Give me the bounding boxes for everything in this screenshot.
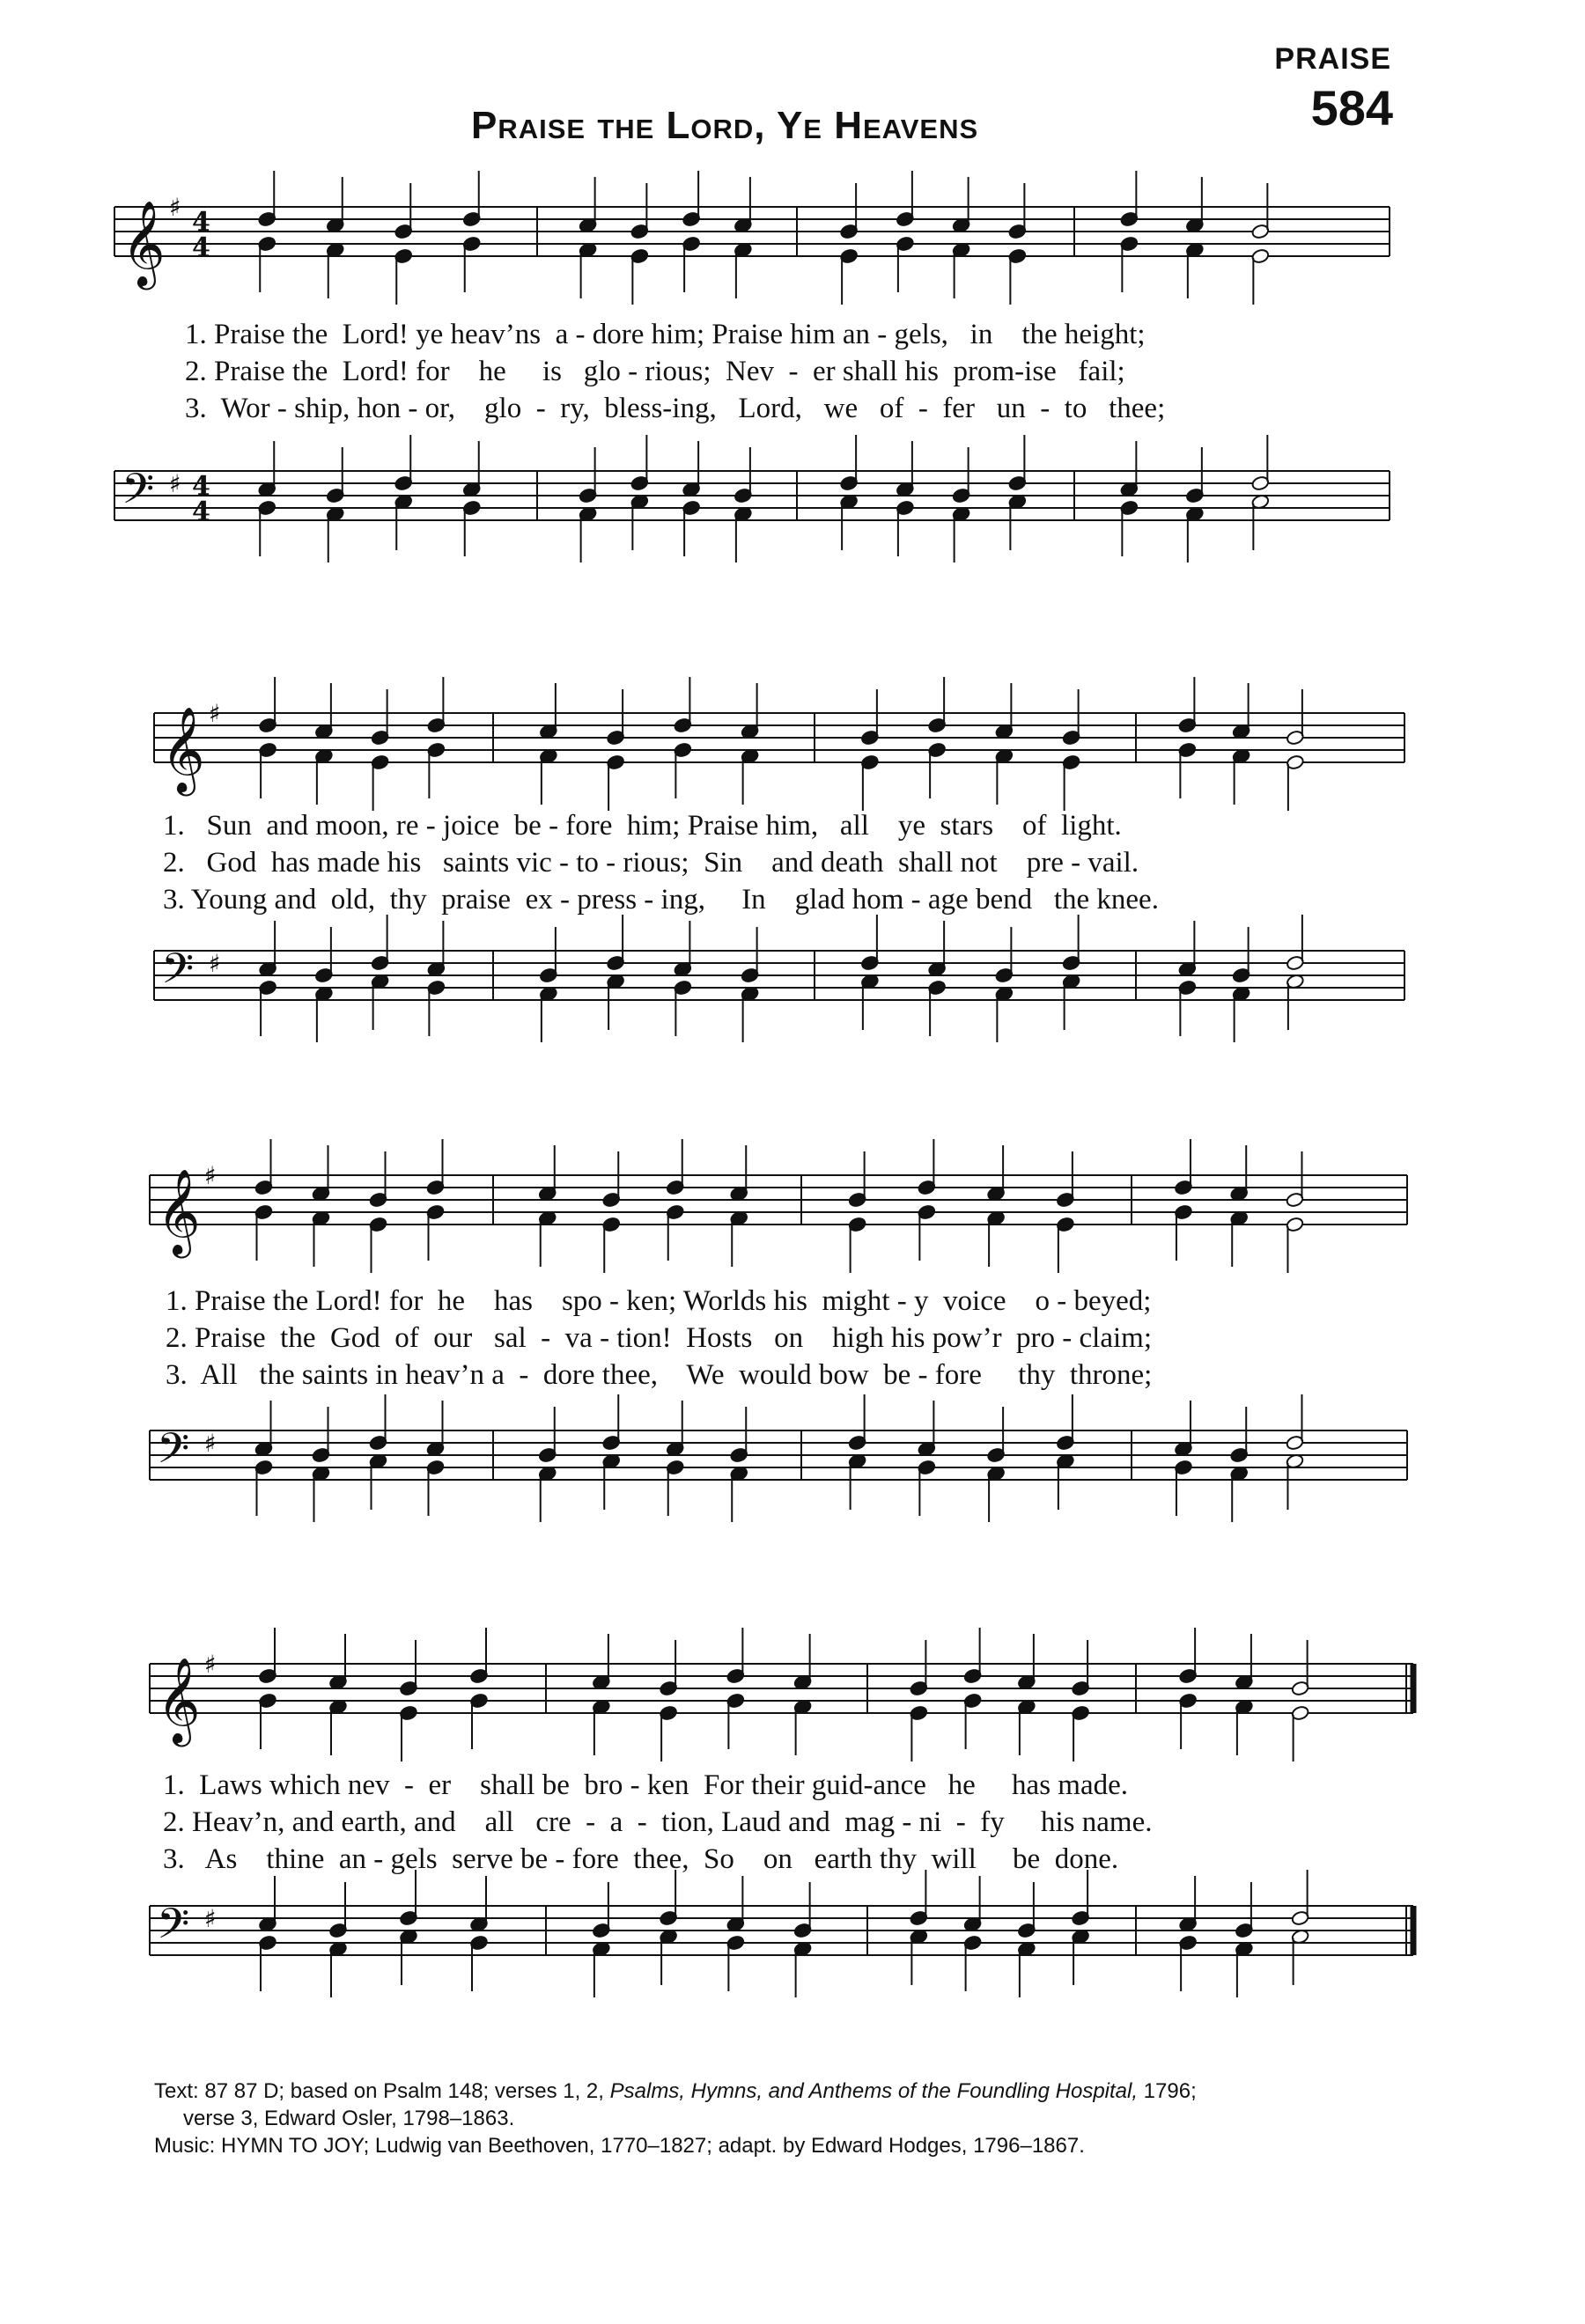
sharp-icon: ♯ <box>209 699 221 728</box>
clef-icon: 𝄢 <box>157 1899 190 1959</box>
notehead <box>1286 1192 1304 1208</box>
notehead <box>258 1668 276 1684</box>
notehead <box>726 1916 745 1932</box>
text-year: 1796; <box>1138 2079 1197 2103</box>
notehead <box>427 717 446 733</box>
notehead <box>1017 1923 1036 1938</box>
notehead <box>659 1929 677 1945</box>
notehead <box>918 1460 936 1475</box>
notehead <box>1291 1910 1309 1926</box>
notehead <box>1178 980 1197 996</box>
lyric-verse-3: 3. All the saints in heav’n a - dore thee, We would bow be - fore thy throne; <box>166 1359 1153 1391</box>
lyric-verse-2: 2. Praise the Lord! for he is glo - rious; Nev - er shall his prom-ise fail; <box>185 356 1125 387</box>
notehead <box>1062 754 1080 770</box>
notehead <box>741 748 759 764</box>
notehead <box>793 1941 812 1957</box>
notehead <box>986 1447 1005 1463</box>
notehead <box>538 1447 557 1463</box>
notehead <box>1230 1466 1249 1482</box>
hymn-number: 584 <box>1310 80 1393 136</box>
notehead <box>741 986 759 1002</box>
notehead <box>1178 1935 1197 1951</box>
notehead <box>606 955 624 971</box>
notehead <box>1235 1923 1253 1938</box>
notehead <box>427 980 446 996</box>
notehead <box>1056 1217 1074 1232</box>
notehead <box>674 961 692 977</box>
notehead <box>927 961 946 977</box>
notehead <box>539 986 557 1002</box>
clef-icon: 𝄞 <box>157 1657 201 1743</box>
notehead <box>1235 1699 1253 1715</box>
notehead <box>1232 967 1250 983</box>
notehead <box>1232 724 1250 739</box>
notehead <box>659 1680 677 1696</box>
notehead <box>963 1916 982 1932</box>
notehead <box>910 1680 928 1696</box>
notehead <box>730 1447 748 1463</box>
lyric-verse-3: 3. As thine an - gels serve be - fore thee, So on earth thy will be done. <box>163 1843 1119 1875</box>
notehead <box>1178 1668 1197 1684</box>
notehead <box>328 1674 347 1690</box>
notehead <box>1286 1453 1304 1469</box>
lyric-verse-2: 2. God has made his saints vic - to - rious; Sin and death shall not pre - vail. <box>163 847 1139 879</box>
notehead <box>1291 1705 1309 1721</box>
lyric-verse-1: 1. Praise the Lord! for he has spo - ken; Worlds his might - y voice o - beyed; <box>166 1285 1152 1317</box>
notehead <box>469 1935 488 1951</box>
lyric-verse-1: 1. Laws which nev - er shall be bro - ken For their guid-ance he has made. <box>163 1769 1129 1801</box>
clef-icon: 𝄢 <box>122 464 155 524</box>
notehead <box>427 961 446 977</box>
notehead <box>328 1923 347 1938</box>
notehead <box>666 1441 684 1457</box>
notehead <box>1286 730 1304 746</box>
notehead <box>312 1447 330 1463</box>
notehead <box>860 955 879 971</box>
lyric-verse-3: 3. Young and old, thy praise ex - press - ing, In glad hom - age bend the knee. <box>163 884 1159 916</box>
notehead <box>860 754 879 770</box>
notehead <box>1071 1680 1089 1696</box>
notehead <box>606 974 624 989</box>
notehead <box>258 742 276 758</box>
notehead <box>328 1699 347 1715</box>
notehead <box>312 1466 330 1482</box>
notehead <box>606 754 624 770</box>
notehead <box>1232 986 1250 1002</box>
notehead <box>592 1699 610 1715</box>
notehead <box>910 1910 928 1926</box>
notehead <box>539 748 557 764</box>
notehead <box>258 961 276 977</box>
notehead <box>1062 974 1080 989</box>
notehead <box>674 742 692 758</box>
notehead <box>1071 1910 1089 1926</box>
notehead <box>1286 955 1304 971</box>
notehead <box>1056 1435 1074 1451</box>
notehead <box>1062 955 1080 971</box>
notehead <box>369 1435 387 1451</box>
lyric-verse-2: 2. Heav’n, and earth, and all cre - a - tion, Laud and mag - ni - fy his name. <box>163 1806 1153 1838</box>
notehead <box>258 1935 276 1951</box>
notehead <box>258 1693 276 1709</box>
notehead <box>730 1466 748 1482</box>
notehead <box>312 1186 330 1202</box>
notehead <box>254 1180 273 1195</box>
notehead <box>371 730 389 746</box>
notehead <box>986 1186 1005 1202</box>
notehead <box>848 1453 866 1469</box>
notehead <box>1071 1705 1089 1721</box>
notehead <box>910 1929 928 1945</box>
notehead <box>1174 1204 1192 1220</box>
notehead <box>1178 717 1197 733</box>
notehead <box>927 717 946 733</box>
time-signature: 4 <box>192 207 210 238</box>
notehead <box>602 1435 621 1451</box>
notehead <box>592 1674 610 1690</box>
notehead <box>1071 1929 1089 1945</box>
hymn-title: Praise the Lord, Ye Heavens <box>471 104 979 147</box>
notehead <box>659 1910 677 1926</box>
sharp-icon: ♯ <box>169 193 181 222</box>
notehead <box>848 1192 866 1208</box>
notehead <box>1230 1186 1249 1202</box>
notehead <box>1017 1699 1036 1715</box>
verse3-credit: verse 3, Edward Osler, 1798–1863. <box>183 2107 515 2130</box>
notehead <box>371 754 389 770</box>
notehead <box>995 724 1014 739</box>
notehead <box>910 1705 928 1721</box>
notehead <box>602 1192 621 1208</box>
notehead <box>427 742 446 758</box>
notehead <box>995 967 1014 983</box>
lyric-verse-2: 2. Praise the God of our sal - va - tion! Hosts on high his pow’r pro - claim; <box>166 1322 1153 1354</box>
sharp-icon: ♯ <box>204 1904 217 1933</box>
section-label: PRAISE <box>1274 42 1391 76</box>
notehead <box>538 1466 557 1482</box>
sharp-icon: ♯ <box>209 949 221 978</box>
notehead <box>369 1192 387 1208</box>
notehead <box>426 1460 445 1475</box>
notehead <box>314 967 333 983</box>
notehead <box>963 1693 982 1709</box>
notehead <box>674 717 692 733</box>
clef-icon: 𝄞 <box>157 1168 201 1254</box>
lyric-verse-1: 1. Praise the Lord! ye heav’ns a - dore him; Praise him an - gels, in the height; <box>185 319 1146 350</box>
clef-icon: 𝄞 <box>122 200 166 286</box>
notehead <box>1230 1210 1249 1226</box>
notehead <box>860 730 879 746</box>
notehead <box>963 1668 982 1684</box>
notehead <box>1017 1674 1036 1690</box>
notehead <box>312 1210 330 1226</box>
notehead <box>258 980 276 996</box>
notehead <box>666 1460 684 1475</box>
notehead <box>793 1674 812 1690</box>
time-signature: 4 <box>192 471 210 502</box>
notehead <box>426 1180 445 1195</box>
notehead <box>730 1210 748 1226</box>
notehead <box>1230 1447 1249 1463</box>
notehead <box>1178 1693 1197 1709</box>
notehead <box>1286 974 1304 989</box>
sharp-icon: ♯ <box>204 1429 217 1458</box>
sharp-icon: ♯ <box>204 1161 217 1190</box>
notehead <box>1174 1180 1192 1195</box>
text-source: Psalms, Hymns, and Anthems of the Foundling Hospital, <box>609 2079 1139 2103</box>
notehead <box>927 980 946 996</box>
notehead <box>314 724 333 739</box>
notehead <box>328 1941 347 1957</box>
notehead <box>1062 730 1080 746</box>
notehead <box>1232 748 1250 764</box>
notehead <box>918 1180 936 1195</box>
notehead <box>606 730 624 746</box>
notehead <box>538 1210 557 1226</box>
sharp-icon: ♯ <box>204 1650 217 1679</box>
notehead <box>986 1210 1005 1226</box>
notehead <box>659 1705 677 1721</box>
notehead <box>848 1435 866 1451</box>
notehead <box>399 1929 417 1945</box>
notehead <box>1174 1441 1192 1457</box>
notehead <box>927 742 946 758</box>
notehead <box>995 748 1014 764</box>
clef-icon: 𝄢 <box>157 1423 190 1483</box>
notehead <box>592 1923 610 1938</box>
notehead <box>730 1186 748 1202</box>
notehead <box>666 1180 684 1195</box>
notehead <box>258 717 276 733</box>
notehead <box>538 1186 557 1202</box>
notehead <box>258 1916 276 1932</box>
notehead <box>602 1217 621 1232</box>
time-signature: 4 <box>192 496 210 527</box>
notehead <box>602 1453 621 1469</box>
notehead <box>399 1680 417 1696</box>
notehead <box>918 1441 936 1457</box>
clef-icon: 𝄢 <box>161 944 195 1004</box>
treble-staff-1 <box>0 0 1585 616</box>
notehead <box>793 1699 812 1715</box>
notehead <box>726 1693 745 1709</box>
notehead <box>674 980 692 996</box>
notehead <box>1235 1941 1253 1957</box>
notehead <box>793 1923 812 1938</box>
notehead <box>371 955 389 971</box>
notehead <box>314 748 333 764</box>
notehead <box>726 1668 745 1684</box>
notehead <box>539 967 557 983</box>
notehead <box>254 1441 273 1457</box>
notehead <box>426 1204 445 1220</box>
notehead <box>369 1453 387 1469</box>
time-signature: 4 <box>192 232 210 263</box>
lyric-verse-3: 3. Wor - ship, hon - or, glo - ry, bless-ing, Lord, we of - fer un - to thee; <box>185 393 1166 424</box>
notehead <box>1056 1192 1074 1208</box>
sharp-icon: ♯ <box>169 469 181 498</box>
notehead <box>1178 742 1197 758</box>
notehead <box>726 1935 745 1951</box>
music-credit: Music: HYMN TO JOY; Ludwig van Beethoven, 1770–1827; adapt. by Edward Hodges, 1796–1867. <box>154 2134 1085 2158</box>
notehead <box>986 1466 1005 1482</box>
notehead <box>995 986 1014 1002</box>
notehead <box>399 1910 417 1926</box>
lyric-verse-1: 1. Sun and moon, re - joice be - fore him; Praise him, all ye stars of light. <box>163 810 1122 842</box>
notehead <box>1291 1680 1309 1696</box>
notehead <box>848 1217 866 1232</box>
notehead <box>371 974 389 989</box>
notehead <box>1056 1453 1074 1469</box>
notehead <box>254 1460 273 1475</box>
notehead <box>592 1941 610 1957</box>
notehead <box>254 1204 273 1220</box>
attribution <box>154 2078 1197 2159</box>
notehead <box>918 1204 936 1220</box>
notehead <box>963 1935 982 1951</box>
notehead <box>469 1693 488 1709</box>
notehead <box>1017 1941 1036 1957</box>
notehead <box>314 986 333 1002</box>
notehead <box>1235 1674 1253 1690</box>
notehead <box>1286 1435 1304 1451</box>
notehead <box>1291 1929 1309 1945</box>
notehead <box>539 724 557 739</box>
notehead <box>1174 1460 1192 1475</box>
notehead <box>469 1916 488 1932</box>
notehead <box>426 1441 445 1457</box>
notehead <box>399 1705 417 1721</box>
notehead <box>1286 754 1304 770</box>
notehead <box>1178 961 1197 977</box>
notehead <box>741 967 759 983</box>
notehead <box>1286 1217 1304 1232</box>
notehead <box>1178 1916 1197 1932</box>
notehead <box>666 1204 684 1220</box>
notehead <box>369 1217 387 1232</box>
clef-icon: 𝄞 <box>161 706 205 792</box>
notehead <box>741 724 759 739</box>
text-credit: Text: 87 87 D; based on Psalm 148; verses 1, 2, <box>154 2079 610 2103</box>
notehead <box>469 1668 488 1684</box>
notehead <box>860 974 879 989</box>
